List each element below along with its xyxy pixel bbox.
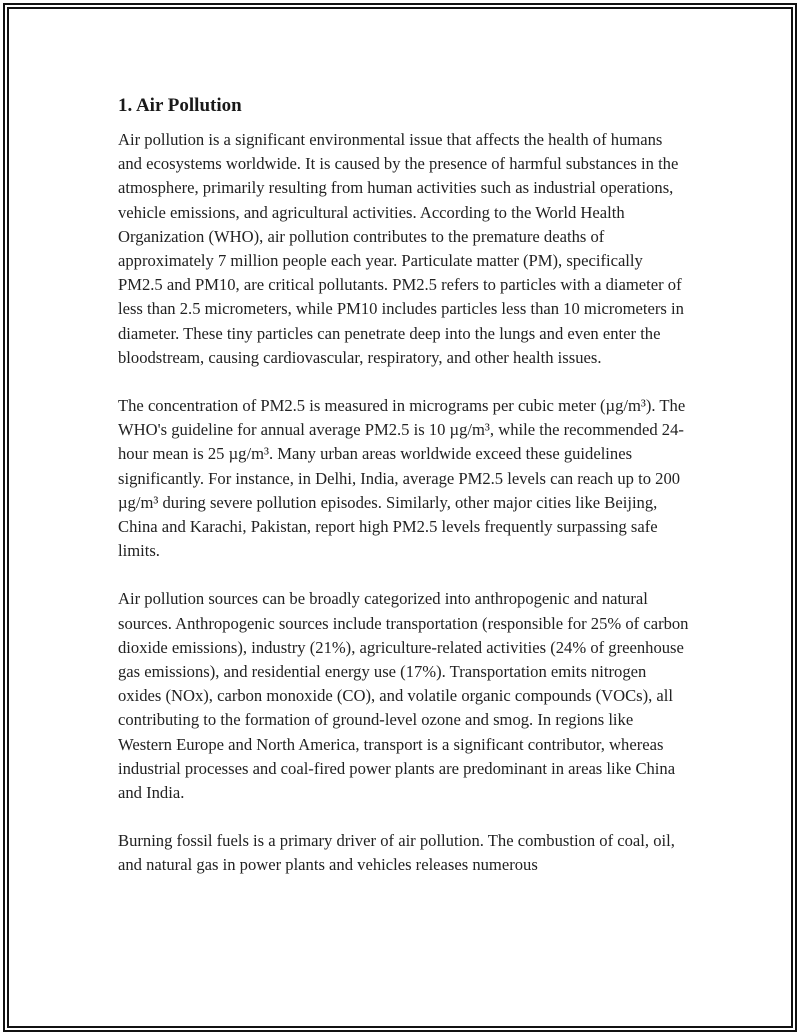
section-heading: 1. Air Pollution bbox=[118, 95, 242, 116]
paragraph-1: Air pollution is a significant environmental issue that affects the health of humans and ecosystems worldwide. It is caused by the presence of harmful substances in the atmosphere, primarily resulting from human activities such as industrial operations, vehicle emissions, and agricultural activities. According to the World Health Organization (WHO), air pollution contributes to the premature deaths of approximately 7 million people each year. Particulate matter (PM), specifically PM2.5 and PM10, are critical pollutants. PM2.5 refers to particles with a diameter of less than 2.5 micrometers, while PM10 includes particles less than 10 micrometers in diameter. These tiny particles can penetrate deep into the lungs and even enter the bloodstream, causing cardiovascular, respiratory, and other health issues. bbox=[118, 130, 684, 367]
paragraph-4: Burning fossil fuels is a primary driver of air pollution. The combustion of coal, oil, and natural gas in power plants and vehicles releases numerous bbox=[118, 831, 675, 875]
document-body bbox=[118, 92, 690, 902]
paragraph-2: The concentration of PM2.5 is measured in micrograms per cubic meter (µg/m³). The WHO's guideline for annual average PM2.5 is 10 µg/m³, while the recommended 24-hour mean is 25 µg/m³. Many urban areas worldwide exceed these guidelines significantly. For instance, in Delhi, India, average PM2.5 levels can reach up to 200 µg/m³ during severe pollution episodes. Similarly, other major cities like Beijing, China and Karachi, Pakistan, report high PM2.5 levels frequently surpassing safe limits. bbox=[118, 396, 686, 561]
paragraph-3: Air pollution sources can be broadly categorized into anthropogenic and natural sources. Anthropogenic sources include transportation (responsible for 25% of carbon dioxide emissions), industry (21%), agriculture-related activities (24% of greenhouse gas emissions), and residential energy use (17%). Transportation emits nitrogen oxides (NOx), carbon monoxide (CO), and volatile organic compounds (VOCs), all contributing to the formation of ground-level ozone and smog. In regions like Western Europe and North America, transport is a significant contributor, whereas industrial processes and coal-fired power plants are predominant in areas like China and India. bbox=[118, 589, 689, 803]
